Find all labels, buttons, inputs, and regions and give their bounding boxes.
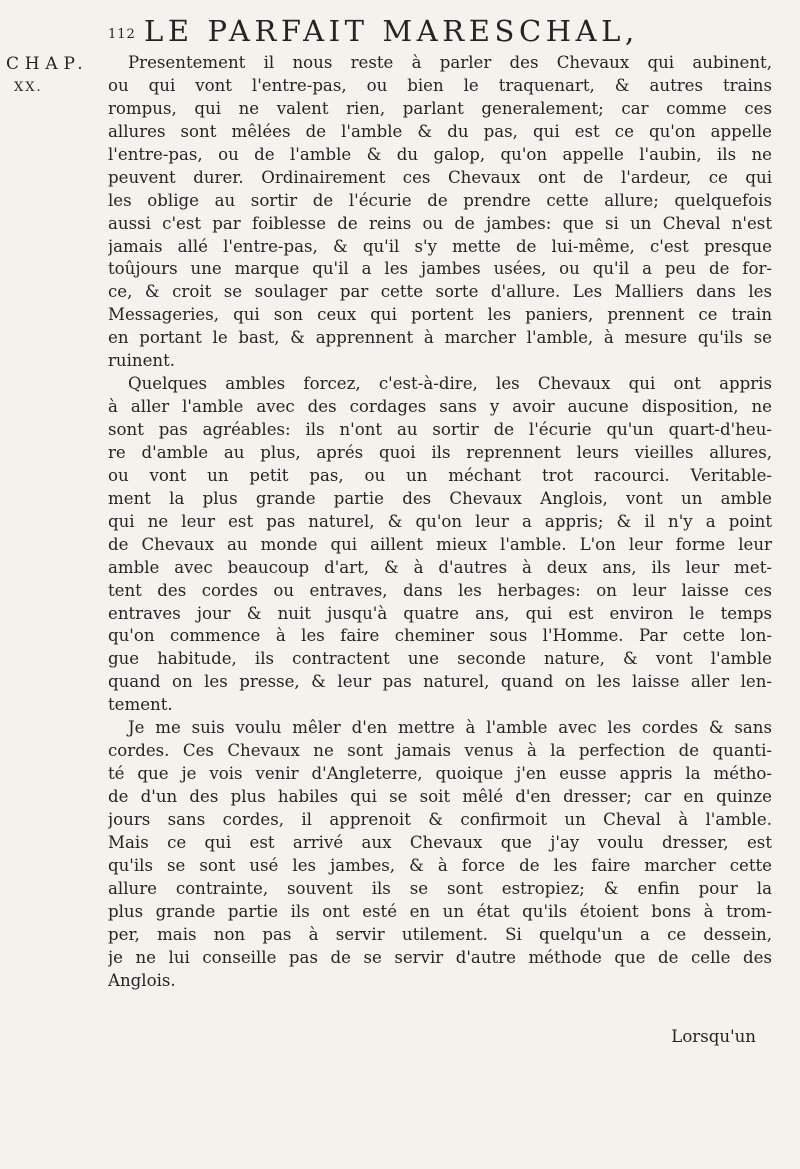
text-line: Je me suis voulu mêler d'en mettre à l'amble avec les cordes & sans (128, 718, 772, 738)
text-line: cordes. Ces Chevaux ne sont jamais venus à la perfection de quanti- (108, 741, 772, 761)
text-line: re d'amble au plus, aprés quoi ils reprennent leurs vieilles allures, (108, 442, 772, 462)
page-header (108, 14, 760, 50)
text-line: toûjours une marque qu'il a les jambes usées, ou qu'il a peu de for- (108, 259, 772, 279)
body-text (108, 52, 772, 992)
text-line: Quelques ambles forcez, c'est-à-dire, les Chevaux qui ont appris (128, 374, 772, 394)
text-line: Presentement il nous reste à parler des Chevaux qui aubinent, (128, 53, 772, 72)
text-line: ou vont un petit pas, ou un méchant trot racourci. Veritable- (108, 465, 772, 485)
text-line: rompus, qui ne valent rien, parlant generalement; car comme ces (108, 98, 772, 118)
text-line: tement. (108, 695, 173, 715)
text-line: je ne lui conseille pas de se servir d'autre méthode que de celle des (108, 947, 772, 967)
text-line: ment la plus grande partie des Chevaux Anglois, vont un amble (108, 488, 772, 508)
text-line: qu'on commence à les faire cheminer sous l'Homme. Par cette lon- (108, 626, 772, 646)
text-line: en portant le bast, & apprennent à marcher l'amble, à mesure qu'ils se (108, 328, 772, 348)
text-line: ruinent. (108, 351, 176, 371)
text-line: allures sont mêlées de l'amble & du pas, qui est ce qu'on appelle (108, 121, 772, 141)
text-line: plus grande partie ils ont esté en un état qu'ils étoient bons à trom- (108, 901, 772, 921)
chapter-margin-label: CHAP. (6, 54, 89, 74)
text-line: qu'ils se sont usé les jambes, & à force de les faire marcher cette (108, 855, 772, 875)
text-line: ou qui vont l'entre-pas, ou bien le traquenart, & autres trains (108, 75, 772, 95)
text-line: peuvent durer. Ordinairement ces Chevaux ont de l'ardeur, ce qui (108, 167, 772, 187)
text-line: sont pas agréables: ils n'ont au sortir de l'écurie qu'un quart-d'heu- (108, 420, 772, 439)
text-line: Anglois. (108, 970, 176, 990)
text-line: aussi c'est par foiblesse de reins ou de jambes: que si un Cheval n'est (108, 213, 772, 233)
text-line: allure contrainte, souvent ils se sont estropiez; & enfin pour la (108, 878, 772, 898)
text-line: ce, & croit se soulager par cette sorte d'allure. Les Malliers dans les (108, 282, 772, 302)
text-line: qui ne leur est pas naturel, & qu'on leur a appris; & il n'y a point (108, 511, 772, 531)
text-line: amble avec beaucoup d'art, & à d'autres à deux ans, ils leur met- (108, 557, 772, 577)
text-line: Messageries, qui son ceux qui portent les paniers, prennent ce train (108, 305, 772, 325)
text-line: entraves jour & nuit jusqu'à quatre ans, qui est environ le temps (108, 603, 772, 623)
text-line: de d'un des plus habiles qui se soit mêlé d'en dresser; car en quinze (108, 787, 772, 806)
text-line: Mais ce qui est arrivé aux Chevaux que j'ay voulu dresser, est (108, 832, 772, 852)
chapter-margin-number: XX. (14, 80, 43, 95)
text-line: les oblige au sortir de l'écurie de prendre cette allure; quelquefois (108, 190, 772, 210)
text-line: per, mais non pas à servir utilement. Si quelqu'un a ce dessein, (108, 924, 772, 944)
text-line: à aller l'amble avec des cordages sans y avoir aucune disposition, ne (108, 397, 772, 417)
text-line: de Chevaux au monde qui aillent mieux l'amble. L'on leur forme leur (108, 534, 772, 554)
text-line: té que je vois venir d'Angleterre, quoique j'en eusse appris la métho- (108, 764, 772, 784)
page-number: 112 (108, 27, 136, 42)
text-line: gue habitude, ils contractent une seconde nature, & vont l'amble (108, 649, 772, 669)
running-title: LE PARFAIT MARESCHAL, (144, 14, 639, 48)
text-line: jamais allé l'entre-pas, & qu'il s'y mette de lui-même, c'est presque (108, 236, 772, 256)
text-line: tent des cordes ou entraves, dans les herbages: on leur laisse ces (108, 580, 772, 600)
text-line: jours sans cordes, il apprenoit & confirmoit un Cheval à l'amble. (108, 809, 772, 829)
catchword: Lorsqu'un (671, 1027, 756, 1046)
text-line: quand on les presse, & leur pas naturel, quand on les laisse aller len- (108, 672, 772, 692)
text-line: l'entre-pas, ou de l'amble & du galop, qu'on appelle l'aubin, ils ne (108, 144, 772, 164)
